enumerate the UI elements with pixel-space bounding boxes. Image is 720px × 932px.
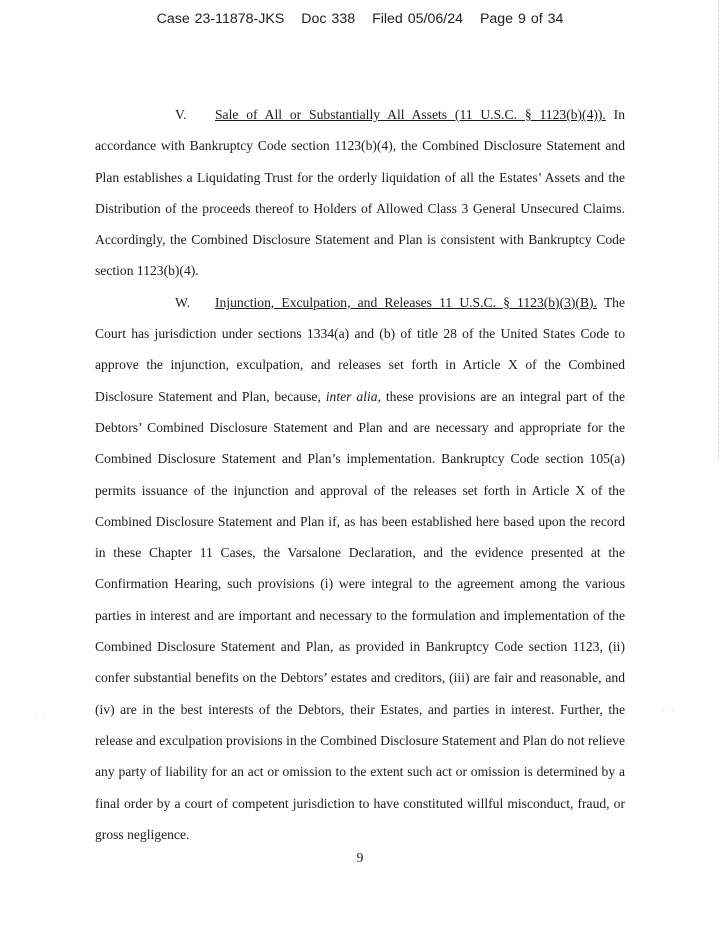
scan-speck-right: · · (662, 706, 676, 715)
scan-speck-left: · · (34, 710, 48, 719)
paragraph-text: In accordance with Bankruptcy Code section 1123(b)(4), the Combined Disclosure Statement and Plan establishes a Liquidating Trust for the orderly liquidation of all the Estates’ Assets and the Distribution of the proceeds thereof to Holders of Allowed Class 3 General Unsecured Claims. Accordingly, the Combined Disclosure Statement and Plan is consistent with Bankruptcy Code section 1123(b)(4). (95, 107, 625, 279)
paragraph-text-continued: these provisions are an integral part of the Debtors’ Combined Disclosure Statement and Plan and are necessary and appropriate for the Combined Disclosure Statement and Plan’s implementation. Bankruptcy Code section 105(a) permits issuance of the injunction and approval of the releases set forth in Article X of the Combined Disclosure Statement and Plan if, as has been established here based upon the record in these Chapter 11 Cases, the Varsalone Declaration, and the evidence presented at the Confirmation Hearing, such provisions (i) were integral to the agreement among the various parties in interest and are important and necessary to the formulation and implementation of the Combined Disclosure Statement and Plan, as provided in Bankruptcy Code section 1123, (ii) confer substantial benefits on the Debtors’ estates and creditors, (iii) are fair and reasonable, and (iv) are in the best interests of the Debtors, their Estates, and parties in interest. Further, the release and exculpation provisions in the Combined Disclosure Statement and Plan do not relieve any party of liability for an act or omission to the extent such act or omission is determined by a final order by a court of competent jurisdiction to have constituted willful misconduct, fraud, or gross negligence. (95, 388, 625, 842)
paragraph-number: W. (175, 294, 190, 310)
paragraph-number: V. (175, 107, 187, 122)
paragraph-heading: Injunction, Exculpation, and Releases 11 U.S.C. § 1123(b)(3)(B). (215, 294, 597, 310)
scan-edge-mark (716, 0, 719, 460)
paragraph-text: The Court has jurisdiction under sections 1334(a) and (b) of title 28 of the United States Code to approve the injunction, exculpation, and releases set forth in Article X of the Combined Disclosure Statement and Plan, because, (95, 294, 625, 404)
paragraph-heading: Sale of All or Substantially All Assets (11 U.S.C. § 1123(b)(4)). (215, 107, 606, 122)
page-number: 9 (356, 850, 364, 865)
filed-date: Filed 05/06/24 (372, 11, 463, 27)
paragraph-v (95, 99, 625, 287)
page-indicator: Page 9 of 34 (479, 11, 564, 27)
paragraph-italic-text: inter alia, (325, 388, 381, 404)
case-number: Case 23-11878-JKS (156, 11, 285, 27)
doc-number: Doc 338 (301, 11, 356, 27)
paragraph-w (95, 287, 625, 850)
document-body (95, 99, 625, 850)
case-header (0, 11, 720, 27)
